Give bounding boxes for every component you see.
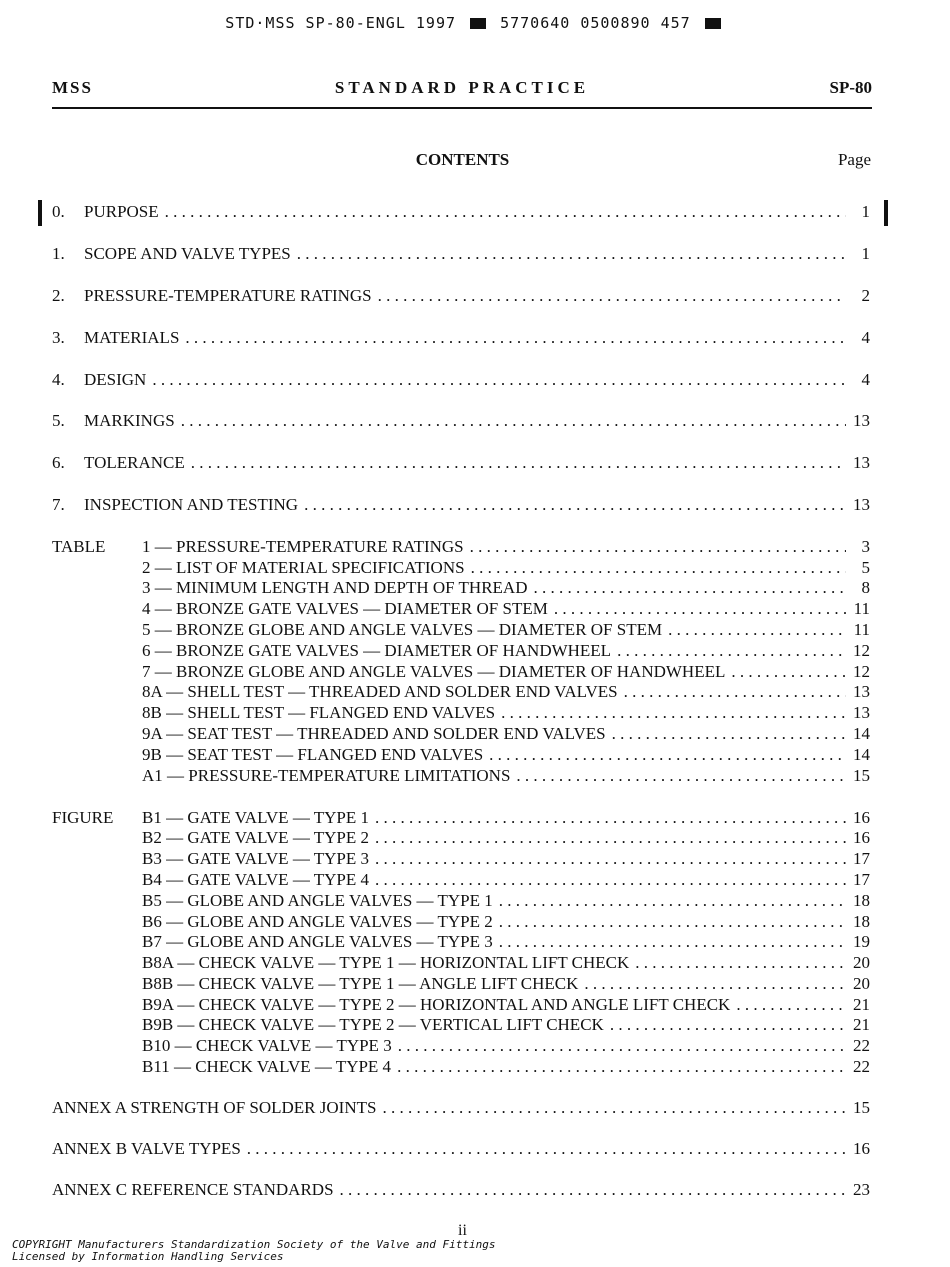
page-number: 13 [853,682,870,701]
toc-entry[interactable] [52,411,870,431]
page-number: 18 [853,891,870,910]
page-number: 14 [853,745,870,764]
dot-leader [247,1139,846,1159]
section-title: TOLERANCE [84,453,185,472]
dot-leader [471,558,846,578]
section-number: 4. [52,370,65,389]
section-title: SCOPE AND VALVE TYPES [84,244,291,263]
toc-table-entry[interactable] [142,620,870,640]
table-title: 8B — SHELL TEST — FLANGED END VALVES [142,703,496,722]
page-header [52,78,872,100]
page-column-label: Page [837,150,871,169]
section-number: 5. [52,411,65,430]
page-number: 11 [853,620,870,639]
toc-entry[interactable] [52,495,870,515]
toc-entry[interactable] [52,328,870,348]
section-title: MARKINGS [84,411,175,430]
license-line: Licensed by Information Handling Services [12,1250,284,1263]
dot-leader [191,453,846,473]
dot-leader [398,1036,846,1056]
page-number: 13 [853,495,870,514]
section-number: 0. [52,202,65,221]
figure-title: B8A — CHECK VALVE — TYPE 1 — HORIZONTAL LIFT CHECK [142,953,630,972]
toc-figure-entry[interactable] [142,912,870,932]
page-number: 4 [861,370,870,389]
dot-leader [382,1098,846,1118]
dot-leader [731,662,846,682]
page-number: 16 [853,808,870,827]
dot-leader [375,808,846,828]
figure-group-label: FIGURE [52,808,114,827]
dot-leader [610,1015,846,1035]
table-title: 9A — SEAT TEST — THREADED AND SOLDER END VALVES [142,724,606,743]
page-number: 12 [853,641,870,660]
toc-figure-entry[interactable] [142,870,870,890]
table-title: 3 — MINIMUM LENGTH AND DEPTH OF THREAD [142,578,528,597]
page-number: 13 [853,453,870,472]
section-title: PRESSURE-TEMPERATURE RATINGS [84,286,372,305]
page-number: 11 [853,599,870,618]
section-title: DESIGN [84,370,147,389]
page-number: 8 [861,578,870,597]
dot-leader [635,953,846,973]
figure-title: B8B — CHECK VALVE — TYPE 1 — ANGLE LIFT CHECK [142,974,579,993]
page-number: 4 [861,328,870,347]
figure-title: B3 — GATE VALVE — TYPE 3 [142,849,370,868]
table-title: 5 — BRONZE GLOBE AND ANGLE VALVES — DIAMETER OF STEM [142,620,663,639]
dot-leader [668,620,846,640]
toc-figure-entry[interactable] [142,953,870,973]
header-divider [52,107,872,109]
dot-leader [375,870,846,890]
page-number: 20 [853,974,870,993]
page-number: 1 [861,202,870,221]
section-number: 2. [52,286,65,305]
header-title: STANDARD PRACTICE [334,78,590,97]
dot-leader [612,724,846,744]
toc-figure-entry[interactable] [142,974,870,994]
header-org: MSS [52,78,93,97]
page-number: 12 [853,662,870,681]
figure-title: B1 — GATE VALVE — TYPE 1 [142,808,370,827]
toc-table-entry[interactable] [142,641,870,661]
footer-page-number: ii [458,1222,467,1239]
table-group-label: TABLE [52,537,106,556]
page-number: 15 [853,766,870,785]
revision-bar-left [38,200,42,226]
page-number: 5 [861,558,870,577]
page-number: 21 [853,1015,870,1034]
toc-figure-entry[interactable] [142,849,870,869]
document-id-line [0,14,950,32]
dot-leader [499,932,846,952]
table-title: A1 — PRESSURE-TEMPERATURE LIMITATIONS [142,766,511,785]
dot-leader [624,682,846,702]
page-number: 17 [853,870,870,889]
toc-table-entry[interactable] [142,558,870,578]
dot-leader [516,766,846,786]
dot-leader [736,995,846,1015]
toc-entry[interactable] [52,244,870,264]
toc-table-entry[interactable] [142,724,870,744]
dot-leader [185,328,846,348]
page-number: 16 [853,828,870,847]
toc-figure-entry[interactable] [142,808,870,828]
annex-title: ANNEX C REFERENCE STANDARDS [52,1180,334,1199]
toc-figure-entry[interactable] [142,1015,870,1035]
figure-title: B6 — GLOBE AND ANGLE VALVES — TYPE 2 [142,912,493,931]
page-number: 18 [853,912,870,931]
page-number: 3 [861,537,870,556]
header-standard-number: SP-80 [829,78,872,97]
dot-leader [489,745,846,765]
dot-leader [340,1180,846,1200]
toc-entry[interactable] [52,370,870,390]
dot-leader [499,891,846,911]
redaction-block [705,18,721,29]
page-number: 23 [853,1180,870,1199]
dot-leader [304,495,846,515]
toc-table-entry[interactable] [142,537,870,557]
dot-leader [378,286,846,306]
section-title: PURPOSE [84,202,159,221]
figure-title: B9A — CHECK VALVE — TYPE 2 — HORIZONTAL AND ANGLE LIFT CHECK [142,995,731,1014]
annex-title: ANNEX A STRENGTH OF SOLDER JOINTS [52,1098,377,1117]
page-number: 1 [861,244,870,263]
section-number: 1. [52,244,65,263]
page-number: 20 [853,953,870,972]
figure-title: B9B — CHECK VALVE — TYPE 2 — VERTICAL LIFT CHECK [142,1015,604,1034]
document-code: 5770640 0500890 457 [500,14,691,32]
page-number: 21 [853,995,870,1014]
dot-leader [152,370,846,390]
page-number: 13 [853,411,870,430]
toc-entry[interactable] [52,453,870,473]
page-number: 14 [853,724,870,743]
dot-leader [499,912,846,932]
section-title: INSPECTION AND TESTING [84,495,299,514]
toc-table-entry[interactable] [142,662,870,682]
page-number: 13 [853,703,870,722]
table-title: 4 — BRONZE GATE VALVES — DIAMETER OF STEM [142,599,548,618]
figure-title: B5 — GLOBE AND ANGLE VALVES — TYPE 1 [142,891,493,910]
dot-leader [584,974,846,994]
toc-table-entry[interactable] [142,703,870,723]
copyright-line: COPYRIGHT Manufacturers Standardization Society of the Valve and Fittings [12,1238,496,1251]
toc-entry[interactable] [52,202,870,222]
table-title: 9B — SEAT TEST — FLANGED END VALVES [142,745,484,764]
toc-figure-entry[interactable] [142,1057,870,1077]
toc-table-entry[interactable] [142,766,870,786]
toc-figure-entry[interactable] [142,891,870,911]
document-id: STD·MSS SP-80-ENGL 1997 [225,14,457,32]
table-title: 2 — LIST OF MATERIAL SPECIFICATIONS [142,558,465,577]
toc-table-entry[interactable] [142,745,870,765]
redaction-block [470,18,486,29]
dot-leader [297,244,846,264]
dot-leader [617,641,846,661]
toc-figure-entry[interactable] [142,828,870,848]
table-title: 7 — BRONZE GLOBE AND ANGLE VALVES — DIAMETER OF HANDWHEEL [142,662,726,681]
dot-leader [470,537,846,557]
figure-title: B11 — CHECK VALVE — TYPE 4 [142,1057,392,1076]
table-title: 8A — SHELL TEST — THREADED AND SOLDER END VALVES [142,682,618,701]
section-number: 6. [52,453,65,472]
section-number: 3. [52,328,65,347]
dot-leader [375,828,846,848]
dot-leader [501,703,846,723]
page-number: 17 [853,849,870,868]
page-number: 2 [861,286,870,305]
toc-figure-entry[interactable] [142,1036,870,1056]
dot-leader [534,578,847,598]
page-number: 19 [853,932,870,951]
toc-annex-entry[interactable] [52,1139,870,1159]
dot-leader [397,1057,846,1077]
revision-bar-right [884,200,888,226]
table-title: 1 — PRESSURE-TEMPERATURE RATINGS [142,537,464,556]
section-title: MATERIALS [84,328,180,347]
page-number: 22 [853,1057,870,1076]
toc-annex-entry[interactable] [52,1180,870,1200]
page-number: 22 [853,1036,870,1055]
dot-leader [375,849,846,869]
dot-leader [181,411,846,431]
table-title: 6 — BRONZE GATE VALVES — DIAMETER OF HANDWHEEL [142,641,612,660]
figure-title: B10 — CHECK VALVE — TYPE 3 [142,1036,392,1055]
figure-title: B4 — GATE VALVE — TYPE 4 [142,870,370,889]
toc-figure-entry[interactable] [142,932,870,952]
toc-table-entry[interactable] [142,682,870,702]
figure-title: B7 — GLOBE AND ANGLE VALVES — TYPE 3 [142,932,493,951]
dot-leader [554,599,846,619]
page-number: 16 [853,1139,870,1158]
annex-title: ANNEX B VALVE TYPES [52,1139,241,1158]
section-number: 7. [52,495,65,514]
toc-table-entry[interactable] [142,599,870,619]
toc-figure-entry[interactable] [142,995,870,1015]
dot-leader [165,202,846,222]
toc-entry[interactable] [52,286,870,306]
toc-annex-entry[interactable] [52,1098,870,1118]
figure-title: B2 — GATE VALVE — TYPE 2 [142,828,370,847]
page-number: 15 [853,1098,870,1117]
contents-title: CONTENTS [415,150,510,169]
toc-table-entry[interactable] [142,578,870,598]
